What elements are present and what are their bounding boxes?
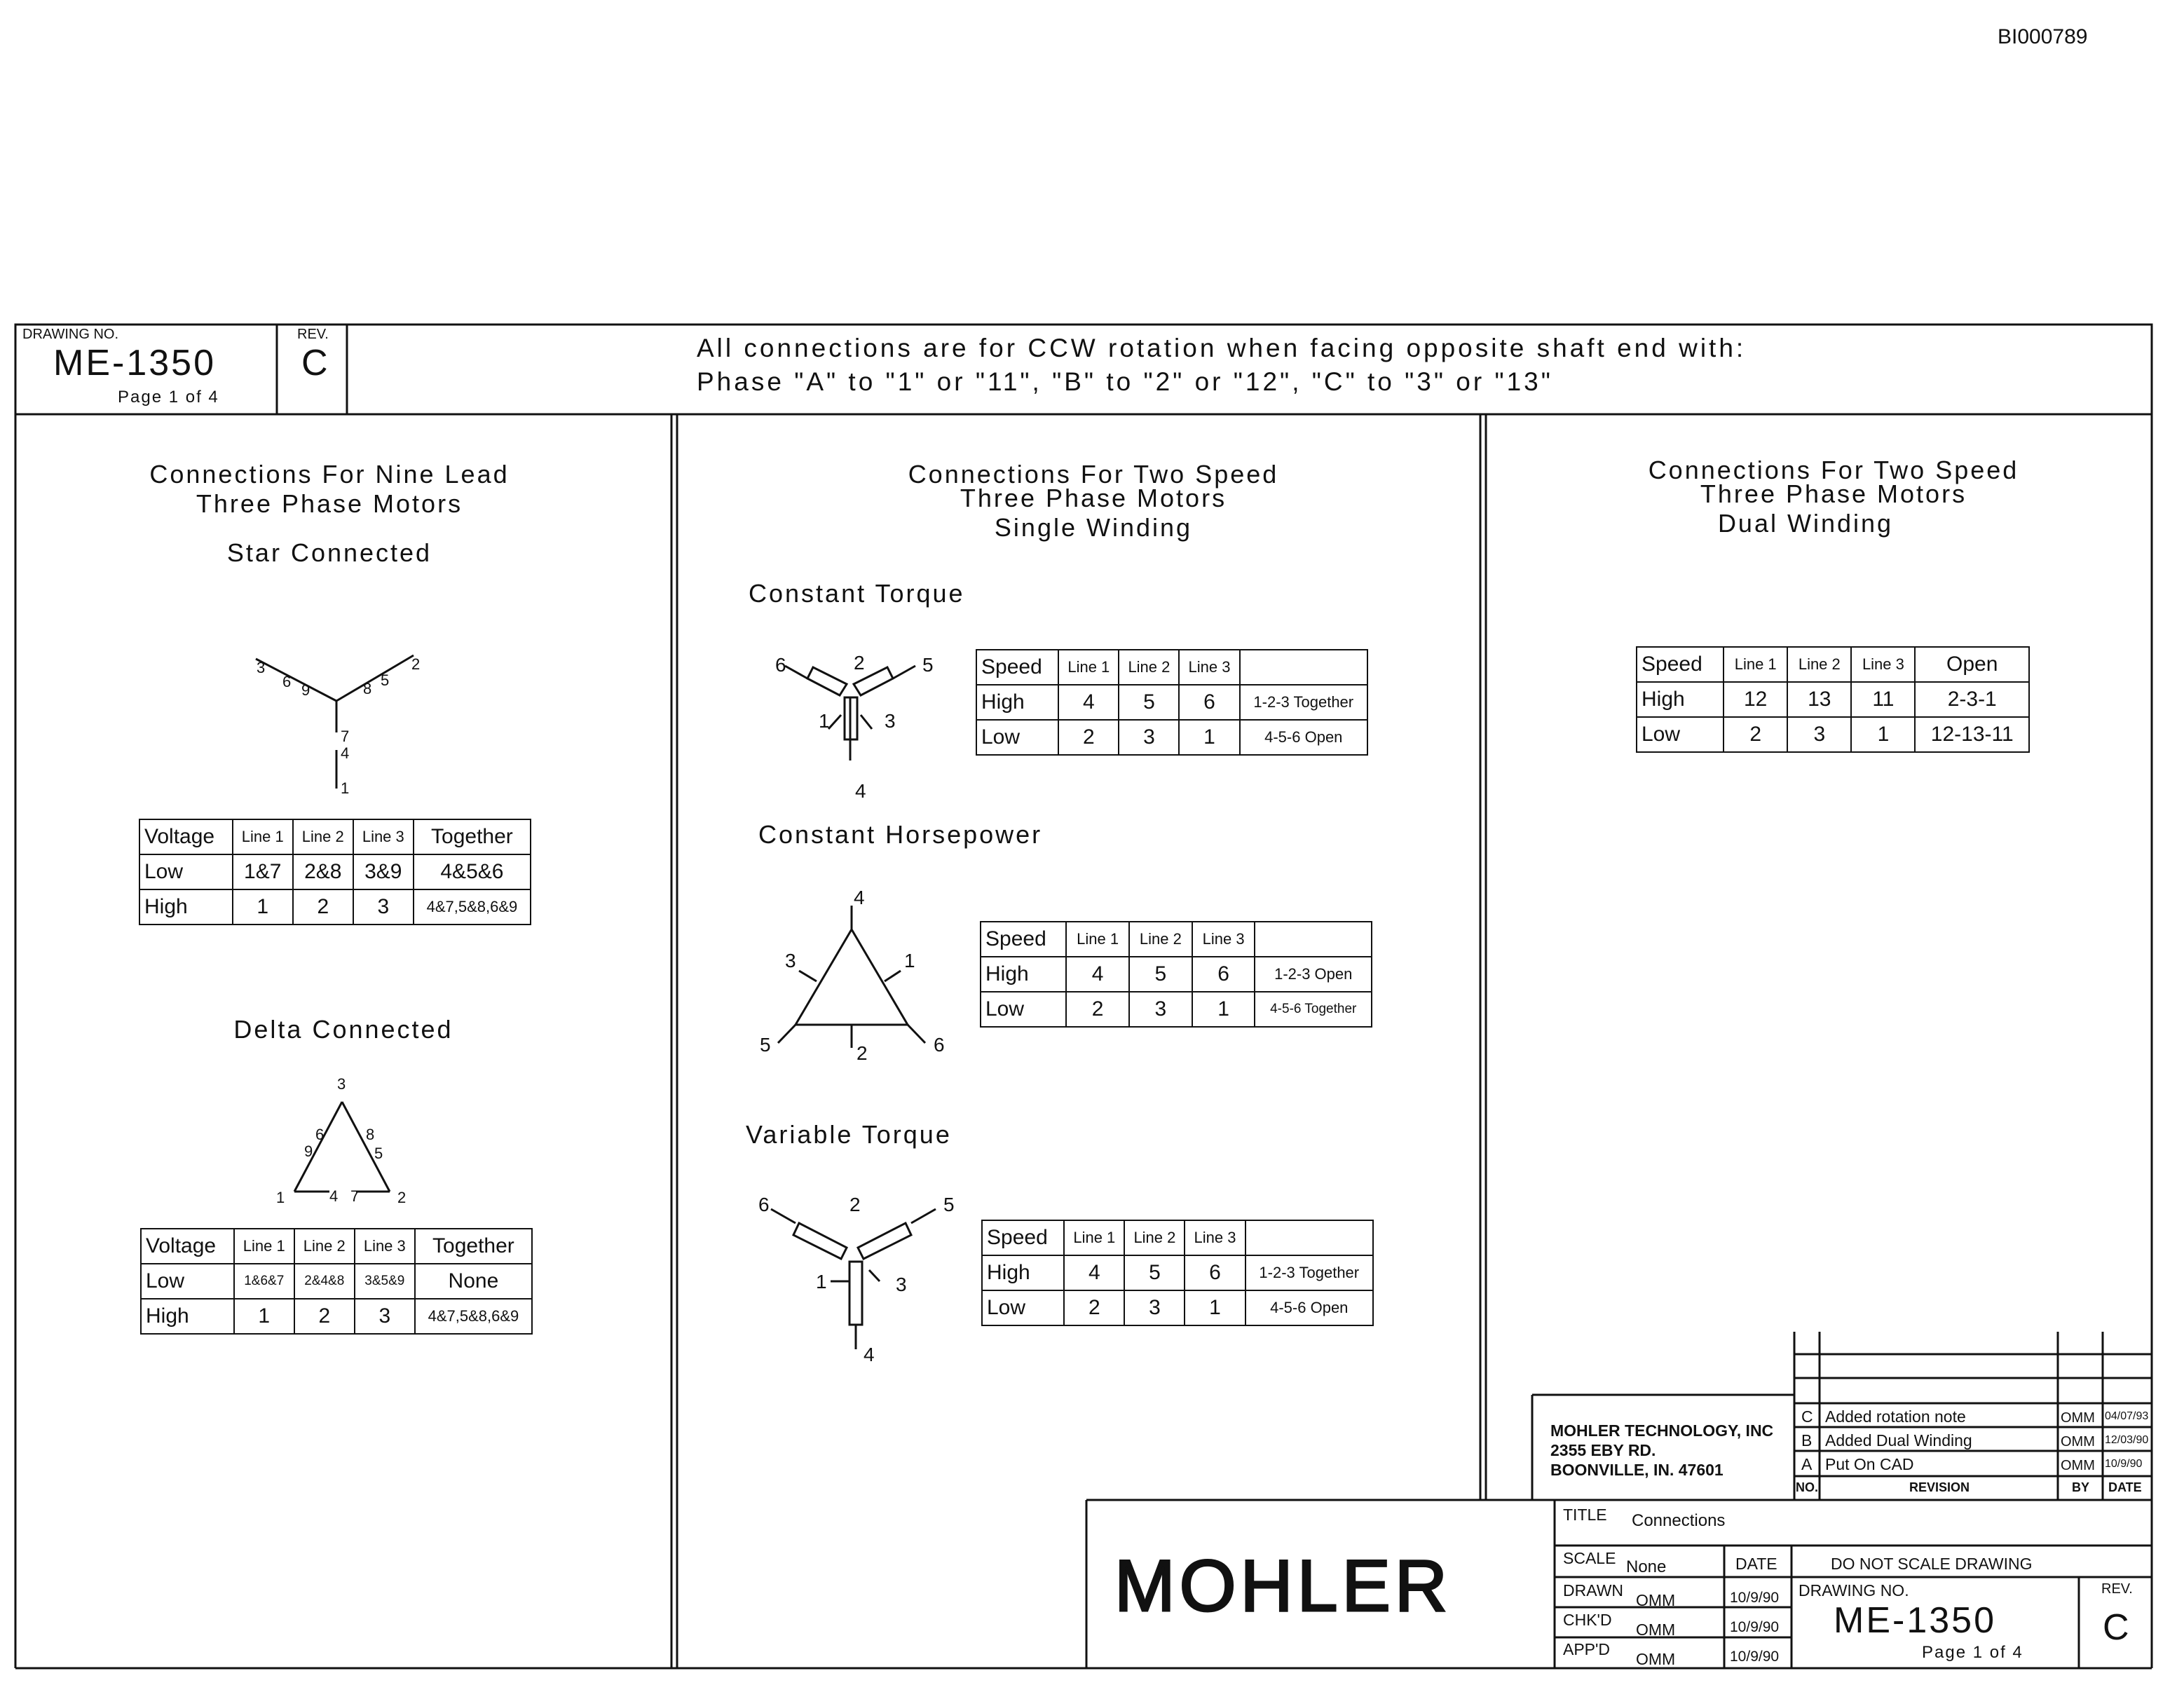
th-line3: Line 3 xyxy=(1179,650,1239,685)
constant-horsepower-table xyxy=(980,921,1372,1028)
th-open: Open xyxy=(1915,647,2029,682)
appd-by: OMM xyxy=(1636,1650,1676,1668)
rev-by-b: OMM xyxy=(2061,1434,2095,1449)
cell: 1 xyxy=(233,889,293,925)
ct-label-5: 5 xyxy=(922,654,934,676)
cell: 6 xyxy=(1185,1255,1245,1290)
star-label-1: 1 xyxy=(341,779,350,797)
cell: 2-3-1 xyxy=(1915,682,2029,717)
cell: 5 xyxy=(1119,685,1179,720)
table-row xyxy=(1637,717,2029,752)
delta-label-1: 1 xyxy=(276,1189,285,1206)
middle-title-line3: Single Winding xyxy=(994,513,1193,542)
cell: 4 xyxy=(1058,685,1119,720)
star-label-5: 5 xyxy=(381,671,390,689)
cell: None xyxy=(415,1264,532,1299)
tb-page: Page 1 of 4 xyxy=(1922,1643,2023,1662)
cell: Low xyxy=(976,720,1058,755)
constant-horsepower-title: Constant Horsepower xyxy=(758,820,1043,849)
table-row xyxy=(981,957,1372,992)
cell: 11 xyxy=(1851,682,1915,717)
cell: Low xyxy=(141,1264,234,1299)
delta-label-9: 9 xyxy=(304,1142,313,1160)
cell: High xyxy=(982,1255,1064,1290)
ct-diagram xyxy=(785,666,915,760)
do-not-scale-note: DO NOT SCALE DRAWING xyxy=(1831,1555,2033,1573)
rev-no-c: C xyxy=(1801,1407,1813,1426)
th-line3: Line 3 xyxy=(1192,922,1255,957)
th-voltage: Voltage xyxy=(139,819,233,854)
middle-title-line2: Three Phase Motors xyxy=(960,484,1227,512)
chp-label-6: 6 xyxy=(934,1034,945,1056)
th-speed: Speed xyxy=(1637,647,1724,682)
ct-label-3: 3 xyxy=(885,710,896,732)
cell: 2&4&8 xyxy=(294,1264,355,1299)
delta-label-5: 5 xyxy=(374,1145,383,1162)
th-line1: Line 1 xyxy=(1724,647,1787,682)
vt-label-3: 3 xyxy=(896,1274,907,1295)
document-id: BI000789 xyxy=(1998,25,2088,48)
cell: 2 xyxy=(293,889,353,925)
th-line2: Line 2 xyxy=(1124,1220,1185,1255)
chkd-date: 10/9/90 xyxy=(1730,1619,1780,1635)
cell: High xyxy=(1637,682,1724,717)
rev-no-a: A xyxy=(1801,1455,1813,1473)
delta-connection-table xyxy=(140,1228,533,1335)
constant-torque-table xyxy=(976,649,1368,756)
star-label-7: 7 xyxy=(341,728,350,745)
cell: 12-13-11 xyxy=(1915,717,2029,752)
th-line3: Line 3 xyxy=(1185,1220,1245,1255)
cell: 1-2-3 Open xyxy=(1255,957,1372,992)
vt-label-4: 4 xyxy=(864,1344,875,1365)
rev-header-no: NO. xyxy=(1796,1480,1819,1494)
cell: 2 xyxy=(1724,717,1787,752)
drawn-by: OMM xyxy=(1636,1591,1676,1609)
star-connected-title: Star Connected xyxy=(226,538,432,567)
company-address: 2355 EBY RD. xyxy=(1550,1441,1656,1459)
chkd-by: OMM xyxy=(1636,1621,1676,1639)
right-title-line2: Three Phase Motors xyxy=(1700,479,1967,508)
rev-date-a: 10/9/90 xyxy=(2105,1458,2143,1470)
th-line1: Line 1 xyxy=(233,819,293,854)
ct-label-2: 2 xyxy=(854,652,865,674)
table-row xyxy=(141,1264,532,1299)
cell: 4-5-6 Together xyxy=(1255,992,1372,1027)
vt-diagram xyxy=(771,1209,936,1349)
delta-label-2: 2 xyxy=(397,1189,407,1206)
scale-label: SCALE xyxy=(1563,1549,1616,1567)
star-diagram xyxy=(256,655,414,789)
cell: High xyxy=(976,685,1058,720)
th-line2: Line 2 xyxy=(1119,650,1179,685)
cell: 3&5&9 xyxy=(355,1264,415,1299)
cell: 6 xyxy=(1179,685,1239,720)
left-title-line1: Connections For Nine Lead xyxy=(149,460,510,489)
table-row xyxy=(139,854,531,889)
variable-torque-table xyxy=(981,1220,1374,1326)
rotation-note-line1: All connections are for CCW rotation when facing opposite shaft end with: xyxy=(697,334,1747,362)
rev-date-b: 12/03/90 xyxy=(2105,1434,2149,1446)
th-blank xyxy=(1240,650,1367,685)
cell: 2 xyxy=(1058,720,1119,755)
cell: 13 xyxy=(1787,682,1851,717)
th-line2: Line 2 xyxy=(293,819,353,854)
cell: Low xyxy=(982,1290,1064,1325)
cell: 4 xyxy=(1066,957,1129,992)
cell: 2 xyxy=(294,1299,355,1334)
vt-label-6: 6 xyxy=(758,1194,770,1215)
cell: 4&5&6 xyxy=(414,854,531,889)
th-speed: Speed xyxy=(976,650,1058,685)
table-row xyxy=(982,1255,1373,1290)
header-page: Page 1 of 4 xyxy=(118,388,219,407)
star-label-3: 3 xyxy=(257,659,266,676)
delta-connected-title: Delta Connected xyxy=(233,1015,453,1044)
company-name: MOHLER TECHNOLOGY, INC xyxy=(1550,1421,1774,1440)
rev-desc-a: Put On CAD xyxy=(1825,1455,1914,1473)
delta-label-7: 7 xyxy=(350,1187,360,1205)
company-city: BOONVILLE, IN. 47601 xyxy=(1550,1461,1724,1479)
th-blank xyxy=(1245,1220,1373,1255)
cell: 1&6&7 xyxy=(234,1264,294,1299)
header-drawing-no: ME-1350 xyxy=(53,343,216,383)
th-line2: Line 2 xyxy=(1129,922,1192,957)
cell: 2&8 xyxy=(293,854,353,889)
th-line3: Line 3 xyxy=(355,1229,415,1264)
cell: Low xyxy=(981,992,1066,1027)
constant-torque-title: Constant Torque xyxy=(749,579,965,608)
th-line3: Line 3 xyxy=(1851,647,1915,682)
drawn-date: 10/9/90 xyxy=(1730,1590,1780,1606)
cell: Low xyxy=(139,854,233,889)
cell: 1&7 xyxy=(233,854,293,889)
th-speed: Speed xyxy=(982,1220,1064,1255)
star-label-8: 8 xyxy=(363,680,372,697)
cell: 3 xyxy=(1119,720,1179,755)
cell: 2 xyxy=(1066,992,1129,1027)
th-line1: Line 1 xyxy=(234,1229,294,1264)
cell: 4-5-6 Open xyxy=(1245,1290,1373,1325)
table-row xyxy=(976,720,1367,755)
ct-label-1: 1 xyxy=(819,710,830,732)
scale-value: None xyxy=(1626,1557,1667,1576)
tb-rev-label: REV. xyxy=(2101,1581,2133,1597)
cell: 1 xyxy=(1192,992,1255,1027)
rev-by-c: OMM xyxy=(2061,1410,2095,1426)
cell: Low xyxy=(1637,717,1724,752)
th-voltage: Voltage xyxy=(141,1229,234,1264)
middle-title-line1: Connections For Two Speed xyxy=(908,460,1279,489)
dual-winding-table xyxy=(1636,646,2030,753)
th-speed: Speed xyxy=(981,922,1066,957)
date-label: DATE xyxy=(1735,1555,1777,1573)
cell: 4&7,5&8,6&9 xyxy=(414,889,531,925)
tb-drawing-no: ME-1350 xyxy=(1834,1600,1996,1641)
delta-label-8: 8 xyxy=(366,1126,375,1143)
th-line2: Line 2 xyxy=(1787,647,1851,682)
title-label: TITLE xyxy=(1563,1506,1607,1524)
appd-label: APP'D xyxy=(1563,1640,1611,1658)
cell: 3 xyxy=(1787,717,1851,752)
appd-date: 10/9/90 xyxy=(1730,1649,1780,1665)
th-line1: Line 1 xyxy=(1058,650,1119,685)
variable-torque-title: Variable Torque xyxy=(746,1120,952,1149)
cell: High xyxy=(141,1299,234,1334)
cell: 5 xyxy=(1124,1255,1185,1290)
table-row xyxy=(1637,682,2029,717)
cell: 1 xyxy=(1851,717,1915,752)
cell: 4-5-6 Open xyxy=(1240,720,1367,755)
rev-by-a: OMM xyxy=(2061,1458,2095,1473)
right-title-line1: Connections For Two Speed xyxy=(1648,456,2019,484)
table-row xyxy=(141,1299,532,1334)
tb-drawing-no-label: DRAWING NO. xyxy=(1799,1581,1909,1599)
rotation-note-line2: Phase "A" to "1" or "11", "B" to "2" or "12", "C" to "3" or "13" xyxy=(697,367,1553,396)
header-rev-label: REV. xyxy=(297,327,329,342)
star-label-4: 4 xyxy=(341,744,350,762)
header-drawing-no-label: DRAWING NO. xyxy=(22,327,119,342)
cell: 12 xyxy=(1724,682,1787,717)
th-line3: Line 3 xyxy=(353,819,414,854)
chp-label-4: 4 xyxy=(854,887,865,908)
cell: 1 xyxy=(234,1299,294,1334)
delta-label-4: 4 xyxy=(329,1187,339,1205)
ct-label-6: 6 xyxy=(775,654,786,676)
chp-label-2: 2 xyxy=(856,1042,868,1064)
rev-date-c: 04/07/93 xyxy=(2105,1410,2149,1422)
rev-desc-c: Added rotation note xyxy=(1825,1407,1966,1426)
rev-no-b: B xyxy=(1801,1431,1813,1449)
delta-label-3: 3 xyxy=(337,1075,346,1093)
table-row xyxy=(139,889,531,925)
chp-diagram xyxy=(778,906,925,1048)
table-row xyxy=(981,992,1372,1027)
mohler-logo: MOHLER xyxy=(1114,1546,1452,1627)
cell: 1 xyxy=(1185,1290,1245,1325)
vt-label-2: 2 xyxy=(849,1194,861,1215)
right-title-line3: Dual Winding xyxy=(1717,509,1894,538)
tb-rev: C xyxy=(2103,1607,2131,1648)
cell: High xyxy=(139,889,233,925)
cell: 6 xyxy=(1192,957,1255,992)
vt-label-1: 1 xyxy=(816,1271,827,1292)
rev-header-revision: REVISION xyxy=(1909,1480,1970,1494)
chp-label-3: 3 xyxy=(785,950,796,971)
star-label-6: 6 xyxy=(282,673,292,690)
th-together: Together xyxy=(415,1229,532,1264)
th-line1: Line 1 xyxy=(1064,1220,1124,1255)
vt-label-5: 5 xyxy=(943,1194,955,1215)
th-blank xyxy=(1255,922,1372,957)
chkd-label: CHK'D xyxy=(1563,1611,1612,1629)
cell: 3 xyxy=(1124,1290,1185,1325)
rev-header-by: BY xyxy=(2072,1480,2090,1494)
left-title-line2: Three Phase Motors xyxy=(196,489,463,518)
cell: 3 xyxy=(355,1299,415,1334)
star-label-9: 9 xyxy=(301,681,310,699)
table-row xyxy=(982,1290,1373,1325)
delta-label-6: 6 xyxy=(315,1126,325,1143)
th-line1: Line 1 xyxy=(1066,922,1129,957)
cell: 1-2-3 Together xyxy=(1240,685,1367,720)
th-line2: Line 2 xyxy=(294,1229,355,1264)
cell: 3 xyxy=(353,889,414,925)
drawn-label: DRAWN xyxy=(1563,1581,1624,1599)
cell: 3&9 xyxy=(353,854,414,889)
cell: High xyxy=(981,957,1066,992)
cell: 2 xyxy=(1064,1290,1124,1325)
th-together: Together xyxy=(414,819,531,854)
cell: 5 xyxy=(1129,957,1192,992)
cell: 1 xyxy=(1179,720,1239,755)
header-rev: C xyxy=(301,343,330,383)
cell: 4 xyxy=(1064,1255,1124,1290)
rev-desc-b: Added Dual Winding xyxy=(1825,1431,1972,1449)
ct-label-4: 4 xyxy=(855,780,866,802)
chp-label-5: 5 xyxy=(760,1034,771,1056)
cell: 3 xyxy=(1129,992,1192,1027)
chp-label-1: 1 xyxy=(904,950,915,971)
cell: 4&7,5&8,6&9 xyxy=(415,1299,532,1334)
rev-header-date: DATE xyxy=(2108,1480,2142,1494)
drawing-title: Connections xyxy=(1632,1511,1726,1530)
cell: 1-2-3 Together xyxy=(1245,1255,1373,1290)
star-connection-table xyxy=(139,819,531,925)
table-row xyxy=(976,685,1367,720)
star-label-2: 2 xyxy=(411,655,421,673)
